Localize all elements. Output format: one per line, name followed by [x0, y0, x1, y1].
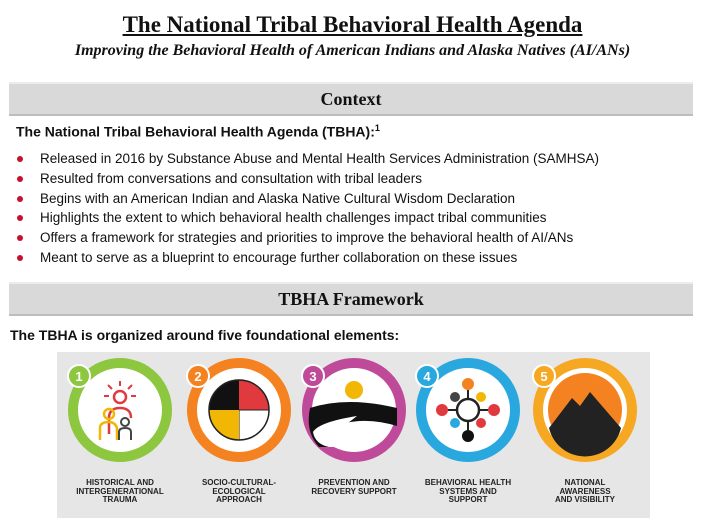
page-subtitle: Improving the Behavioral Health of American Indians and Alaska Natives (AI/ANs) [74, 42, 631, 59]
element-number: 4 [423, 369, 431, 384]
bullet-item: Released in 2016 by Substance Abuse and Mental Health Services Administration (SAMHSA) [17, 149, 599, 169]
element-label: PREVENTION AND RECOVERY SUPPORT [311, 478, 397, 496]
bullet-item: Resulted from conversations and consultation with tribal leaders [17, 169, 599, 189]
element-label: NATIONAL AWARENESS AND VISIBILITY [554, 478, 615, 504]
element-number: 5 [540, 369, 548, 384]
element-label: BEHAVIORAL HEALTH SYSTEMS AND SUPPORT [424, 478, 512, 504]
bullet-item: Offers a framework for strategies and priorities to improve the behavioral health of AI/ANs [17, 228, 599, 248]
element-label: SOCIO-CULTURAL- ECOLOGICAL APPROACH [201, 478, 277, 504]
page-title: The National Tribal Behavioral Health Agenda [122, 12, 583, 37]
context-lead-text: The National Tribal Behavioral Health Agenda (TBHA): [16, 123, 375, 140]
framework-heading: TBHA Framework [9, 282, 693, 316]
framework-elements-panel [57, 352, 650, 518]
framework-lead: The TBHA is organized around five foundational elements: [10, 327, 400, 343]
context-bullet-list [17, 149, 599, 268]
bullet-item: Highlights the extent to which behavioral health challenges impact tribal communities [17, 208, 599, 228]
element-label: HISTORICAL AND INTERGENERATIONAL TRAUMA [76, 478, 164, 504]
element-number: 2 [194, 369, 202, 384]
bullet-item: Begins with an American Indian and Alaska Native Cultural Wisdom Declaration [17, 189, 599, 209]
context-lead [16, 123, 380, 140]
element-number: 3 [309, 369, 317, 384]
context-heading: Context [9, 82, 693, 116]
bullet-item: Meant to serve as a blueprint to encourage further collaboration on these issues [17, 248, 599, 268]
footnote-marker: 1 [374, 123, 380, 133]
element-number: 1 [75, 369, 83, 384]
